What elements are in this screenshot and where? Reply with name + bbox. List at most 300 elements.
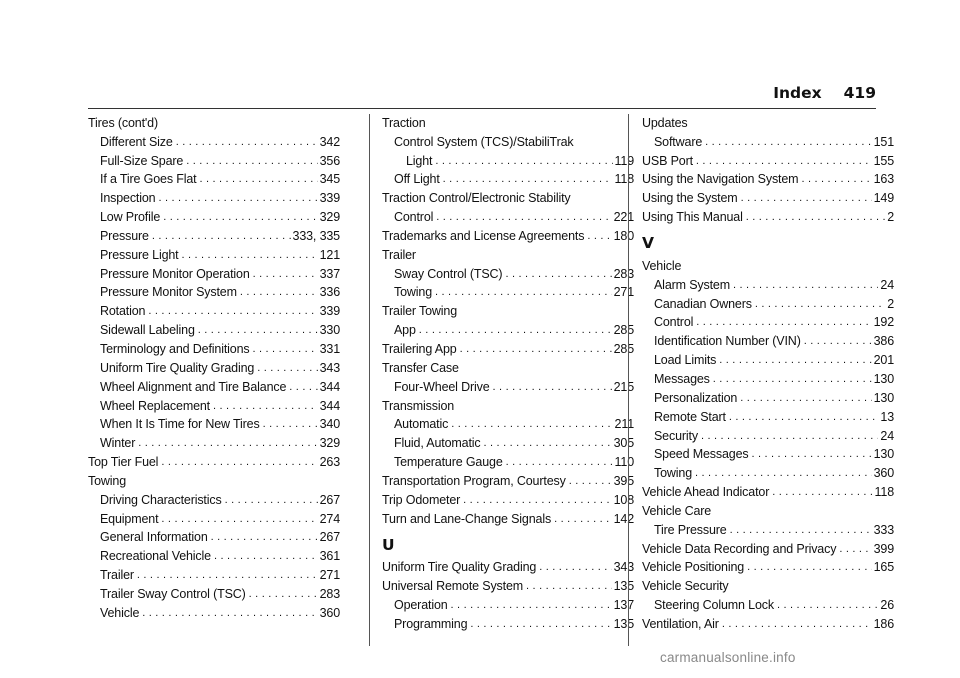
- index-term: Tire Pressure: [654, 522, 727, 537]
- page-reference[interactable]: 271: [613, 285, 634, 300]
- index-entry[interactable]: [88, 226, 340, 245]
- index-term: Using This Manual: [642, 210, 743, 225]
- dot-leader: [214, 551, 318, 561]
- index-term: Towing: [394, 285, 433, 300]
- index-term: Remote Start: [654, 409, 726, 424]
- index-term: Control: [394, 210, 434, 225]
- dot-leader: [435, 156, 612, 166]
- index-entry[interactable]: [382, 509, 634, 528]
- index-entry[interactable]: [382, 339, 634, 358]
- page-reference[interactable]: 342: [319, 134, 340, 149]
- dot-leader: [463, 495, 611, 505]
- index-term: Vehicle Positioning: [642, 560, 745, 575]
- index-entry[interactable]: [88, 151, 340, 170]
- dot-leader: [249, 589, 318, 599]
- dot-leader: [289, 382, 317, 392]
- index-entry[interactable]: [88, 283, 340, 302]
- page-reference[interactable]: 165: [873, 560, 894, 575]
- page-reference[interactable]: 13: [880, 409, 894, 424]
- page-reference[interactable]: 333, 335: [292, 228, 340, 243]
- dot-leader: [493, 382, 612, 392]
- dot-leader: [158, 193, 317, 203]
- index-term: Vehicle Data Recording and Privacy: [642, 541, 837, 556]
- dot-leader: [729, 412, 879, 422]
- page-reference[interactable]: 271: [319, 568, 340, 583]
- index-term: Transmission: [382, 398, 455, 413]
- index-term: Trailer: [100, 568, 134, 583]
- index-term: Tires (cont'd): [88, 115, 158, 130]
- index-term: Trailer Towing: [382, 304, 458, 319]
- index-term: Using the Navigation System: [642, 172, 799, 187]
- index-entry[interactable]: [642, 614, 894, 633]
- index-term: Four-Wheel Drive: [394, 379, 490, 394]
- page-reference[interactable]: 135: [613, 579, 634, 594]
- index-entry[interactable]: [382, 320, 634, 339]
- index-term: Ventilation, Air: [642, 616, 719, 631]
- dot-leader: [752, 449, 872, 459]
- index-entry[interactable]: [642, 558, 894, 577]
- page-reference[interactable]: 330: [319, 323, 340, 338]
- page-reference[interactable]: 137: [613, 598, 634, 613]
- page-reference[interactable]: 130: [873, 447, 894, 462]
- index-term: Operation: [394, 598, 448, 613]
- index-term: Canadian Owners: [654, 296, 752, 311]
- dot-leader: [740, 393, 871, 403]
- index-term: Trip Odometer: [382, 492, 461, 507]
- index-term: Low Profile: [100, 210, 161, 225]
- page-reference[interactable]: 221: [613, 210, 634, 225]
- page-reference[interactable]: 337: [319, 266, 340, 281]
- index-entry[interactable]: [88, 339, 340, 358]
- page-reference[interactable]: 331: [319, 341, 340, 356]
- page-reference[interactable]: 333: [873, 522, 894, 537]
- page-reference[interactable]: 361: [319, 549, 340, 564]
- index-term: Rotation: [100, 304, 146, 319]
- index-term: Trailer Sway Control (TSC): [100, 586, 246, 601]
- index-entry[interactable]: [382, 151, 634, 170]
- index-term: Pressure Monitor Operation: [100, 266, 250, 281]
- index-entry[interactable]: [642, 151, 894, 170]
- index-entry[interactable]: [382, 207, 634, 226]
- dot-leader: [719, 355, 871, 365]
- page-reference[interactable]: 340: [319, 417, 340, 432]
- page-reference[interactable]: 267: [319, 530, 340, 545]
- index-term: Speed Messages: [654, 447, 749, 462]
- index-term: Uniform Tire Quality Grading: [382, 560, 537, 575]
- index-term: Vehicle Ahead Indicator: [642, 485, 770, 500]
- index-term: Pressure Monitor System: [100, 285, 237, 300]
- dot-leader: [435, 287, 612, 297]
- index-heading: [382, 188, 634, 207]
- index-term: Uniform Tire Quality Grading: [100, 360, 255, 375]
- index-entry[interactable]: [382, 452, 634, 471]
- index-term: Top Tier Fuel: [88, 455, 159, 470]
- index-entry[interactable]: [382, 433, 634, 452]
- index-letter: U: [382, 535, 395, 554]
- index-term: Sway Control (TSC): [394, 266, 503, 281]
- index-heading: [382, 301, 634, 320]
- index-term: Programming: [394, 616, 468, 631]
- page-reference[interactable]: 395: [613, 473, 634, 488]
- index-term: Wheel Replacement: [100, 398, 211, 413]
- index-entry[interactable]: [382, 595, 634, 614]
- index-entry[interactable]: [88, 490, 340, 509]
- index-entry[interactable]: [88, 377, 340, 396]
- page-reference[interactable]: 149: [873, 191, 894, 206]
- page-reference[interactable]: 345: [319, 172, 340, 187]
- dot-leader: [772, 487, 872, 497]
- index-entry[interactable]: [88, 264, 340, 283]
- dot-leader: [152, 231, 291, 241]
- dot-leader: [161, 457, 317, 467]
- index-term: Sidewall Labeling: [100, 323, 195, 338]
- page-reference[interactable]: 356: [319, 153, 340, 168]
- page-reference[interactable]: 186: [873, 616, 894, 631]
- index-term: Updates: [642, 115, 688, 130]
- dot-leader: [263, 419, 318, 429]
- page-reference[interactable]: 329: [319, 210, 340, 225]
- page-reference[interactable]: 155: [873, 153, 894, 168]
- dot-leader: [253, 269, 318, 279]
- index-heading: [88, 471, 340, 490]
- page-reference[interactable]: 285: [613, 341, 634, 356]
- index-term: Transfer Case: [382, 360, 459, 375]
- page-reference[interactable]: 26: [880, 598, 894, 613]
- dot-leader: [506, 457, 613, 467]
- dot-leader: [138, 438, 317, 448]
- index-entry[interactable]: [642, 407, 894, 426]
- index-entry[interactable]: [642, 188, 894, 207]
- column-divider: [369, 114, 370, 646]
- dot-leader: [696, 156, 872, 166]
- index-term: When It Is Time for New Tires: [100, 417, 260, 432]
- index-entry[interactable]: [382, 283, 634, 302]
- index-entry[interactable]: [642, 539, 894, 558]
- index-term: Towing: [654, 466, 693, 481]
- index-entry[interactable]: [88, 433, 340, 452]
- page-reference[interactable]: 283: [613, 266, 634, 281]
- index-term: If a Tire Goes Flat: [100, 172, 197, 187]
- header-rule: [88, 108, 876, 109]
- dot-leader: [225, 495, 318, 505]
- index-term: Vehicle: [100, 605, 140, 620]
- index-term: Control System (TCS)/StabiliTrak: [394, 134, 574, 149]
- index-term: Temperature Gauge: [394, 455, 503, 470]
- index-entry[interactable]: [642, 520, 894, 539]
- index-entry[interactable]: [382, 415, 634, 434]
- index-term: Universal Remote System: [382, 579, 524, 594]
- dot-leader: [142, 608, 317, 618]
- index-entry[interactable]: [88, 565, 340, 584]
- page-reference[interactable]: 360: [319, 605, 340, 620]
- index-entry[interactable]: [382, 264, 634, 283]
- dot-leader: [163, 212, 317, 222]
- index-entry[interactable]: [642, 445, 894, 464]
- page-reference[interactable]: 339: [319, 304, 340, 319]
- page-reference[interactable]: 274: [319, 511, 340, 526]
- index-entry[interactable]: [88, 452, 340, 471]
- index-entry[interactable]: [642, 595, 894, 614]
- index-term: Control: [654, 315, 694, 330]
- dot-leader: [722, 619, 872, 629]
- index-term: Different Size: [100, 134, 173, 149]
- index-term: Alarm System: [654, 277, 730, 292]
- dot-leader: [198, 325, 318, 335]
- page-reference[interactable]: 24: [880, 428, 894, 443]
- index-term: Software: [654, 134, 703, 149]
- dot-leader: [701, 431, 878, 441]
- dot-leader: [451, 600, 612, 610]
- dot-leader: [801, 174, 871, 184]
- index-entry[interactable]: [382, 490, 634, 509]
- index-term: Pressure Light: [100, 247, 179, 262]
- dot-leader: [484, 438, 612, 448]
- dot-leader: [443, 174, 613, 184]
- index-term: Load Limits: [654, 353, 717, 368]
- index-term: Wheel Alignment and Tire Balance: [100, 379, 287, 394]
- section-title: Index: [773, 84, 822, 102]
- index-term: Recreational Vehicle: [100, 549, 211, 564]
- dot-leader: [696, 317, 871, 327]
- page-reference[interactable]: 108: [613, 492, 634, 507]
- index-entry[interactable]: [88, 207, 340, 226]
- index-entry[interactable]: [642, 132, 894, 151]
- page-reference[interactable]: 118: [614, 172, 634, 187]
- index-column-1: [88, 113, 340, 622]
- dot-leader: [569, 476, 612, 486]
- index-term: Trademarks and License Agreements: [382, 228, 585, 243]
- index-term: Winter: [100, 436, 136, 451]
- page-reference[interactable]: 360: [873, 466, 894, 481]
- index-entry[interactable]: [88, 132, 340, 151]
- index-term: Pressure: [100, 228, 149, 243]
- index-term: Turn and Lane-Change Signals: [382, 511, 552, 526]
- dot-leader: [695, 468, 872, 478]
- dot-leader: [176, 137, 318, 147]
- dot-leader: [436, 212, 611, 222]
- index-entry[interactable]: [642, 426, 894, 445]
- index-entry[interactable]: [88, 509, 340, 528]
- page-reference[interactable]: 399: [873, 541, 894, 556]
- index-heading: [382, 358, 634, 377]
- index-term: Messages: [654, 371, 710, 386]
- dot-leader: [804, 336, 872, 346]
- index-term: Terminology and Definitions: [100, 341, 250, 356]
- dot-leader: [554, 514, 612, 524]
- index-entry[interactable]: [382, 170, 634, 189]
- dot-leader: [526, 581, 612, 591]
- dot-leader: [470, 619, 611, 629]
- index-term: Light: [406, 153, 433, 168]
- index-entry[interactable]: [88, 415, 340, 434]
- index-heading: [642, 576, 894, 595]
- dot-leader: [460, 344, 612, 354]
- page-reference[interactable]: 263: [319, 455, 340, 470]
- index-entry[interactable]: [88, 358, 340, 377]
- page-reference[interactable]: 344: [319, 398, 340, 413]
- index-term: Personalization: [654, 390, 738, 405]
- index-term: Steering Column Lock: [654, 598, 774, 613]
- index-term: General Information: [100, 530, 208, 545]
- index-entry[interactable]: [382, 226, 634, 245]
- index-heading: [642, 113, 894, 132]
- page-reference[interactable]: 343: [613, 560, 634, 575]
- index-term: Traction: [382, 115, 426, 130]
- page-reference[interactable]: 163: [873, 172, 894, 187]
- index-term: Vehicle: [642, 258, 682, 273]
- index-term: Security: [654, 428, 698, 443]
- dot-leader: [186, 156, 317, 166]
- page-reference[interactable]: 130: [873, 371, 894, 386]
- page-number: 419: [843, 84, 876, 102]
- index-term: Transportation Program, Courtesy: [382, 473, 566, 488]
- index-term: Vehicle Care: [642, 503, 712, 518]
- index-entry[interactable]: [642, 294, 894, 313]
- index-term: Equipment: [100, 511, 159, 526]
- page-reference[interactable]: 305: [613, 436, 634, 451]
- dot-leader: [741, 193, 872, 203]
- index-entry[interactable]: [88, 170, 340, 189]
- dot-leader: [200, 174, 318, 184]
- index-entry[interactable]: [88, 584, 340, 603]
- index-term: Full-Size Spare: [100, 153, 184, 168]
- index-entry[interactable]: [382, 471, 634, 490]
- index-term: Inspection: [100, 191, 156, 206]
- index-entry[interactable]: [88, 188, 340, 207]
- index-column-2: [382, 113, 634, 633]
- index-heading: [642, 501, 894, 520]
- index-heading: [382, 396, 634, 415]
- column-divider: [628, 114, 629, 646]
- index-entry[interactable]: [642, 463, 894, 482]
- index-term: Identification Number (VIN): [654, 334, 801, 349]
- index-entry[interactable]: [642, 170, 894, 189]
- index-entry[interactable]: [642, 482, 894, 501]
- index-entry[interactable]: [642, 207, 894, 226]
- index-term: Traction Control/Electronic Stability: [382, 191, 571, 206]
- index-term: Using the System: [642, 191, 738, 206]
- index-entry[interactable]: [88, 245, 340, 264]
- page-reference[interactable]: 339: [319, 191, 340, 206]
- page-reference[interactable]: 336: [319, 285, 340, 300]
- index-entry[interactable]: [382, 576, 634, 595]
- index-entry[interactable]: [88, 396, 340, 415]
- index-letter: V: [642, 234, 654, 253]
- dot-leader: [777, 600, 878, 610]
- page-reference[interactable]: 267: [319, 492, 340, 507]
- index-entry[interactable]: [382, 558, 634, 577]
- page-reference[interactable]: 135: [613, 616, 634, 631]
- index-entry[interactable]: [88, 546, 340, 565]
- page-reference[interactable]: 386: [873, 334, 894, 349]
- index-term: Automatic: [394, 417, 449, 432]
- dot-leader: [746, 212, 885, 222]
- dot-leader: [419, 325, 612, 335]
- page-reference[interactable]: 24: [880, 277, 894, 292]
- index-entry[interactable]: [642, 331, 894, 350]
- page-reference[interactable]: 201: [873, 353, 894, 368]
- page-reference[interactable]: 121: [319, 247, 340, 262]
- index-term: Fluid, Automatic: [394, 436, 481, 451]
- index-term: Driving Characteristics: [100, 492, 222, 507]
- page-reference[interactable]: 215: [613, 379, 634, 394]
- page-reference[interactable]: 151: [873, 134, 894, 149]
- index-term: Vehicle Security: [642, 579, 729, 594]
- dot-leader: [451, 419, 612, 429]
- dot-leader: [730, 525, 872, 535]
- page-reference[interactable]: 119: [614, 153, 634, 168]
- index-term: Trailer: [382, 247, 416, 262]
- dot-leader: [148, 306, 317, 316]
- index-entry[interactable]: [642, 350, 894, 369]
- watermark: carmanualsonline.info: [660, 650, 796, 665]
- dot-leader: [713, 374, 872, 384]
- dot-leader: [253, 344, 318, 354]
- dot-leader: [587, 231, 611, 241]
- index-entry[interactable]: [88, 320, 340, 339]
- index-entry[interactable]: [642, 275, 894, 294]
- dot-leader: [539, 562, 611, 572]
- index-heading: [642, 256, 894, 275]
- dot-leader: [137, 570, 318, 580]
- page-reference[interactable]: 192: [873, 315, 894, 330]
- dot-leader: [257, 363, 317, 373]
- index-entry[interactable]: [642, 388, 894, 407]
- page-reference[interactable]: 283: [319, 586, 340, 601]
- index-term: App: [394, 323, 416, 338]
- page-reference[interactable]: 211: [614, 417, 634, 432]
- dot-leader: [733, 280, 878, 290]
- index-term: USB Port: [642, 153, 693, 168]
- page-reference[interactable]: 110: [614, 455, 634, 470]
- page-reference[interactable]: 130: [873, 390, 894, 405]
- index-entry[interactable]: [382, 614, 634, 633]
- dot-leader: [755, 299, 885, 309]
- dot-leader: [747, 562, 872, 572]
- page-header: [748, 84, 876, 104]
- index-heading: [382, 245, 634, 264]
- page-reference[interactable]: 329: [319, 436, 340, 451]
- dot-leader: [505, 269, 611, 279]
- dot-leader: [705, 137, 871, 147]
- dot-leader: [839, 544, 871, 554]
- index-entry[interactable]: [642, 313, 894, 332]
- index-heading: [382, 113, 634, 132]
- index-term: Towing: [88, 473, 127, 488]
- dot-leader: [161, 514, 317, 524]
- index-term: Off Light: [394, 172, 440, 187]
- index-term: Trailering App: [382, 341, 457, 356]
- page-reference[interactable]: 285: [613, 323, 634, 338]
- index-entry[interactable]: [642, 369, 894, 388]
- index-heading: [382, 132, 634, 151]
- index-entry[interactable]: [88, 528, 340, 547]
- page-reference[interactable]: 142: [613, 511, 634, 526]
- page-reference[interactable]: 2: [887, 210, 894, 225]
- page-reference[interactable]: 344: [319, 379, 340, 394]
- dot-leader: [211, 532, 318, 542]
- page-reference[interactable]: 2: [887, 296, 894, 311]
- page-reference[interactable]: 118: [874, 485, 894, 500]
- index-entry[interactable]: [382, 377, 634, 396]
- page-reference[interactable]: 343: [319, 360, 340, 375]
- index-column-3: [642, 113, 894, 633]
- dot-leader: [240, 287, 318, 297]
- page-reference[interactable]: 180: [613, 228, 634, 243]
- index-entry[interactable]: [88, 603, 340, 622]
- dot-leader: [213, 401, 318, 411]
- index-entry[interactable]: [88, 301, 340, 320]
